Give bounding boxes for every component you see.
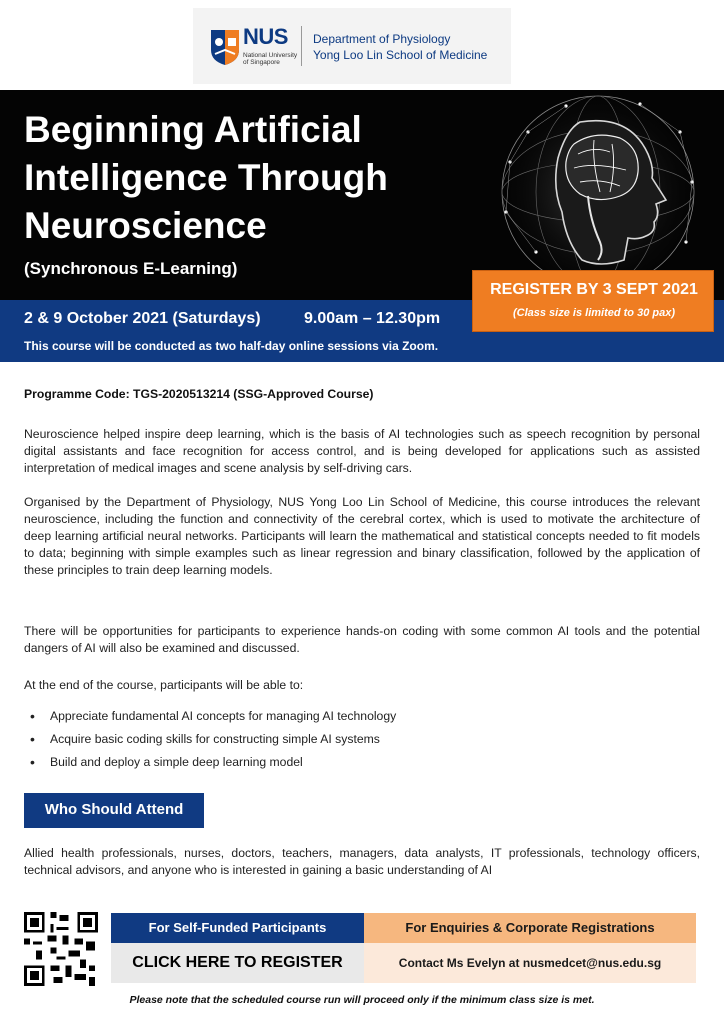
contact-email[interactable]: Contact Ms Evelyn at nusmedcet@nus.edu.sg: [364, 943, 696, 983]
course-title: Beginning Artificial Intelligence Through Neuroscience: [24, 109, 388, 246]
list-item: • Appreciate fundamental AI concepts for managing AI technology: [24, 705, 396, 728]
school-name: Yong Loo Lin School of Medicine: [313, 48, 488, 62]
hands-on-paragraph: There will be opportunities for participants to experience hands-on coding with some common AI tools and the potential dangers of AI will also be examined and discussed.: [24, 624, 700, 655]
list-item: • Acquire basic coding skills for constructing simple AI systems: [24, 728, 396, 751]
click-here-to-register-link[interactable]: CLICK HERE TO REGISTER: [111, 943, 364, 983]
registration-qr-code[interactable]: [24, 912, 98, 986]
nus-full-name: National University of Singapore: [243, 52, 298, 66]
target-audience-text: Allied health professionals, nurses, doctors, teachers, managers, data analysts, IT professionals, technology officers, technical advisors, and anyone who is interested in gaining a basic understanding of AI: [24, 846, 700, 877]
programme-code: Programme Code: TGS-2020513214 (SSG-Approved Course): [24, 387, 374, 401]
minimum-class-size-note: Please note that the scheduled course run will proceed only if the minimum class size is met.: [129, 994, 595, 1006]
who-should-attend-heading-box: [24, 793, 204, 828]
logo-divider: [301, 26, 302, 66]
nus-crest-icon: [209, 28, 241, 66]
department-name: Department of Physiology: [313, 32, 451, 46]
class-size-limit: (Class size is limited to 30 pax): [512, 307, 675, 319]
course-description-paragraph: Organised by the Department of Physiology, NUS Yong Loo Lin School of Medicine, this course introduces the relevant neuroscience, including the function and connectivity of the cerebral cortex, which is used to motivate the architecture of deep learning artificial neural networks. Participants will learn the mathematical and statistical concepts needed to fit models to data; beginning with simple examples such as linear regression and binary classification, followed by the application of these principles to train deep learning models.: [24, 495, 700, 577]
outcomes-intro: At the end of the course, participants will be able to:: [24, 678, 304, 692]
zoom-note: This course will be conducted as two half-day online sessions via Zoom.: [24, 339, 439, 353]
who-should-attend-heading: Who Should Attend: [44, 801, 184, 818]
nus-wordmark: NUS: [243, 24, 288, 49]
course-times: 9.00am – 12.30pm: [304, 310, 441, 327]
nus-logo-banner: [193, 8, 511, 84]
course-format: (Synchronous E-Learning): [24, 259, 238, 278]
enquiries-heading: For Enquiries & Corporate Registrations: [364, 913, 696, 943]
self-funded-heading: For Self-Funded Participants: [111, 913, 364, 943]
register-deadline-box: [472, 270, 714, 332]
ai-head-network-illustration: [470, 92, 720, 300]
learning-outcomes-list: [24, 705, 396, 774]
register-deadline: REGISTER BY 3 SEPT 2021: [490, 281, 698, 298]
list-item: • Build and deploy a simple deep learning model: [24, 751, 396, 774]
course-dates: 2 & 9 October 2021 (Saturdays): [24, 310, 261, 327]
intro-paragraph: Neuroscience helped inspire deep learning, which is the basis of AI technologies such as speech recognition by personal digital assistants and face recognition for access control, and is being developed for applications such as assisted interpretation of medical images and scene analysis by self-driving cars.: [24, 427, 700, 475]
